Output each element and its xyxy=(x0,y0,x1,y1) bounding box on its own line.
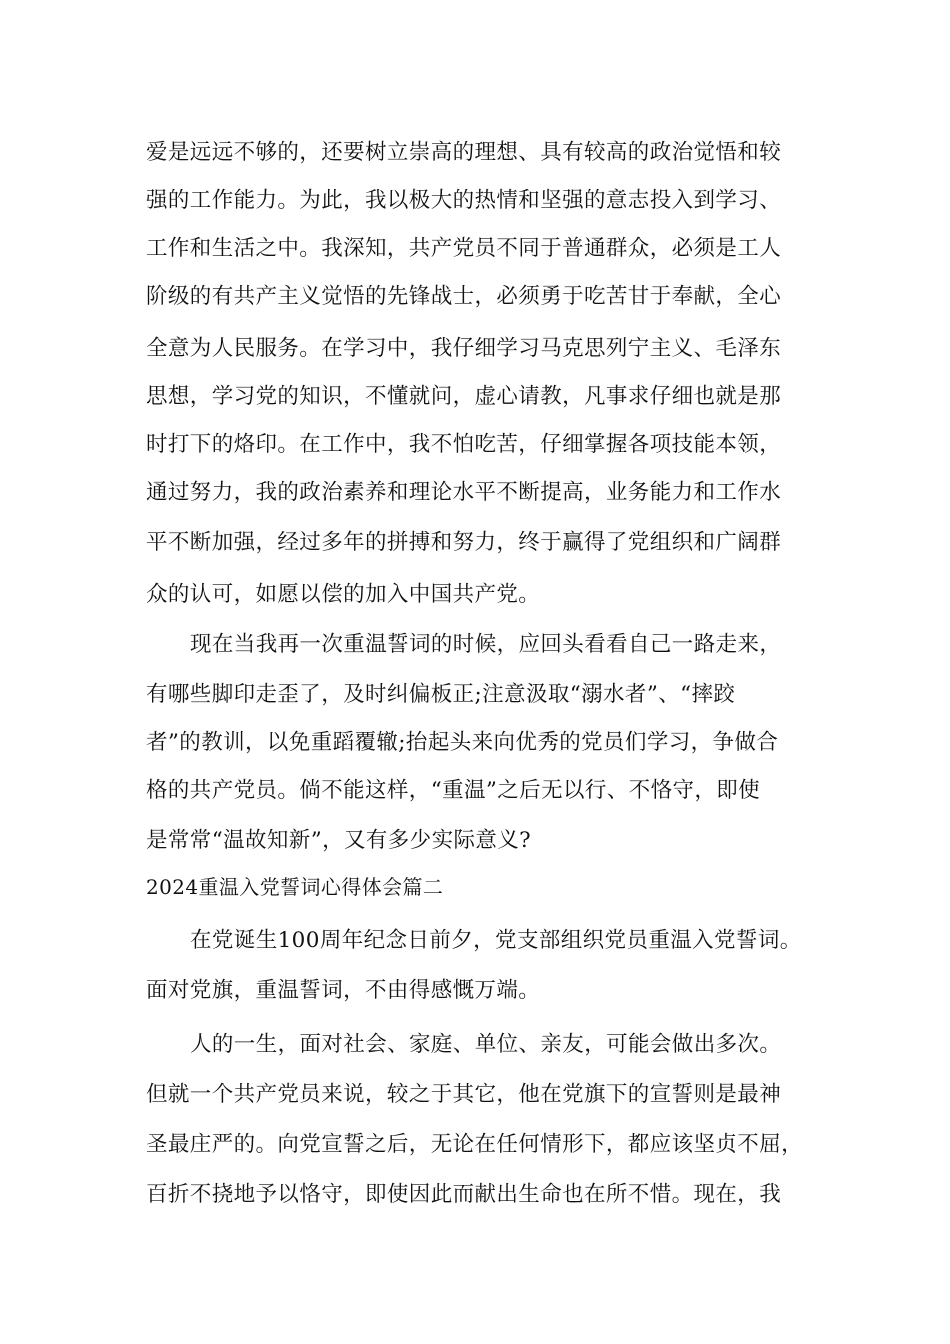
paragraph-line: 平不断加强，经过多年的拼搏和努力，终于赢得了党组织和广阔群 xyxy=(146,530,782,555)
paragraph-line: 思想，学习党的知识，不懂就问，虚心请教，凡事求仔细也就是那 xyxy=(146,384,782,409)
paragraph-line: 现在当我再一次重温誓词的时候，应回头看看自己一路走来， xyxy=(190,632,782,657)
paragraph-line: 在党诞生100周年纪念日前夕，党支部组织党员重温入党誓词。 xyxy=(190,928,802,953)
paragraph-line: 工作和生活之中。我深知，共产党员不同于普通群众，必须是工人 xyxy=(146,236,782,261)
paragraph-line: 面对党旗，重温誓词，不由得感慨万端。 xyxy=(146,978,541,1003)
paragraph-line: 阶级的有共产主义觉悟的先锋战士，必须勇于吃苦甘于奉献，全心 xyxy=(146,284,782,309)
paragraph-line: 全意为人民服务。在学习中，我仔细学习马克思列宁主义、毛泽东 xyxy=(146,336,782,361)
section-heading: 2024重温入党誓词心得体会篇二 xyxy=(146,875,444,899)
paragraph-line: 是常常“温故知新”，又有多少实际意义? xyxy=(146,828,532,853)
paragraph-line: 人的一生，面对社会、家庭、单位、亲友，可能会做出多次。 xyxy=(190,1032,782,1057)
paragraph-line: 者”的教训，以免重蹈覆辙;抬起头来向优秀的党员们学习，争做合 xyxy=(146,730,779,755)
paragraph-line: 格的共产党员。倘不能这样，“重温”之后无以行、不恪守，即使 xyxy=(146,778,761,803)
paragraph-line: 但就一个共产党员来说，较之于其它，他在党旗下的宣誓则是最神 xyxy=(146,1082,782,1107)
paragraph-line: 圣最庄严的。向党宣誓之后，无论在任何情形下，都应该坚贞不屈， xyxy=(146,1132,804,1157)
paragraph-line: 爱是远远不够的，还要树立崇高的理想、具有较高的政治觉悟和较 xyxy=(146,140,782,165)
paragraph-line: 强的工作能力。为此，我以极大的热情和坚强的意志投入到学习、 xyxy=(146,188,782,213)
paragraph-line: 时打下的烙印。在工作中，我不怕吃苦，仔细掌握各项技能本领， xyxy=(146,432,782,457)
paragraph-line: 众的认可，如愿以偿的加入中国共产党。 xyxy=(146,582,541,607)
paragraph-line: 百折不挠地予以恪守，即使因此而献出生命也在所不惜。现在，我 xyxy=(146,1182,782,1207)
paragraph-line: 通过努力，我的政治素养和理论水平不断提高，业务能力和工作水 xyxy=(146,480,782,505)
paragraph-line: 有哪些脚印走歪了，及时纠偏板正;注意汲取“溺水者”、“摔跤 xyxy=(146,682,736,707)
